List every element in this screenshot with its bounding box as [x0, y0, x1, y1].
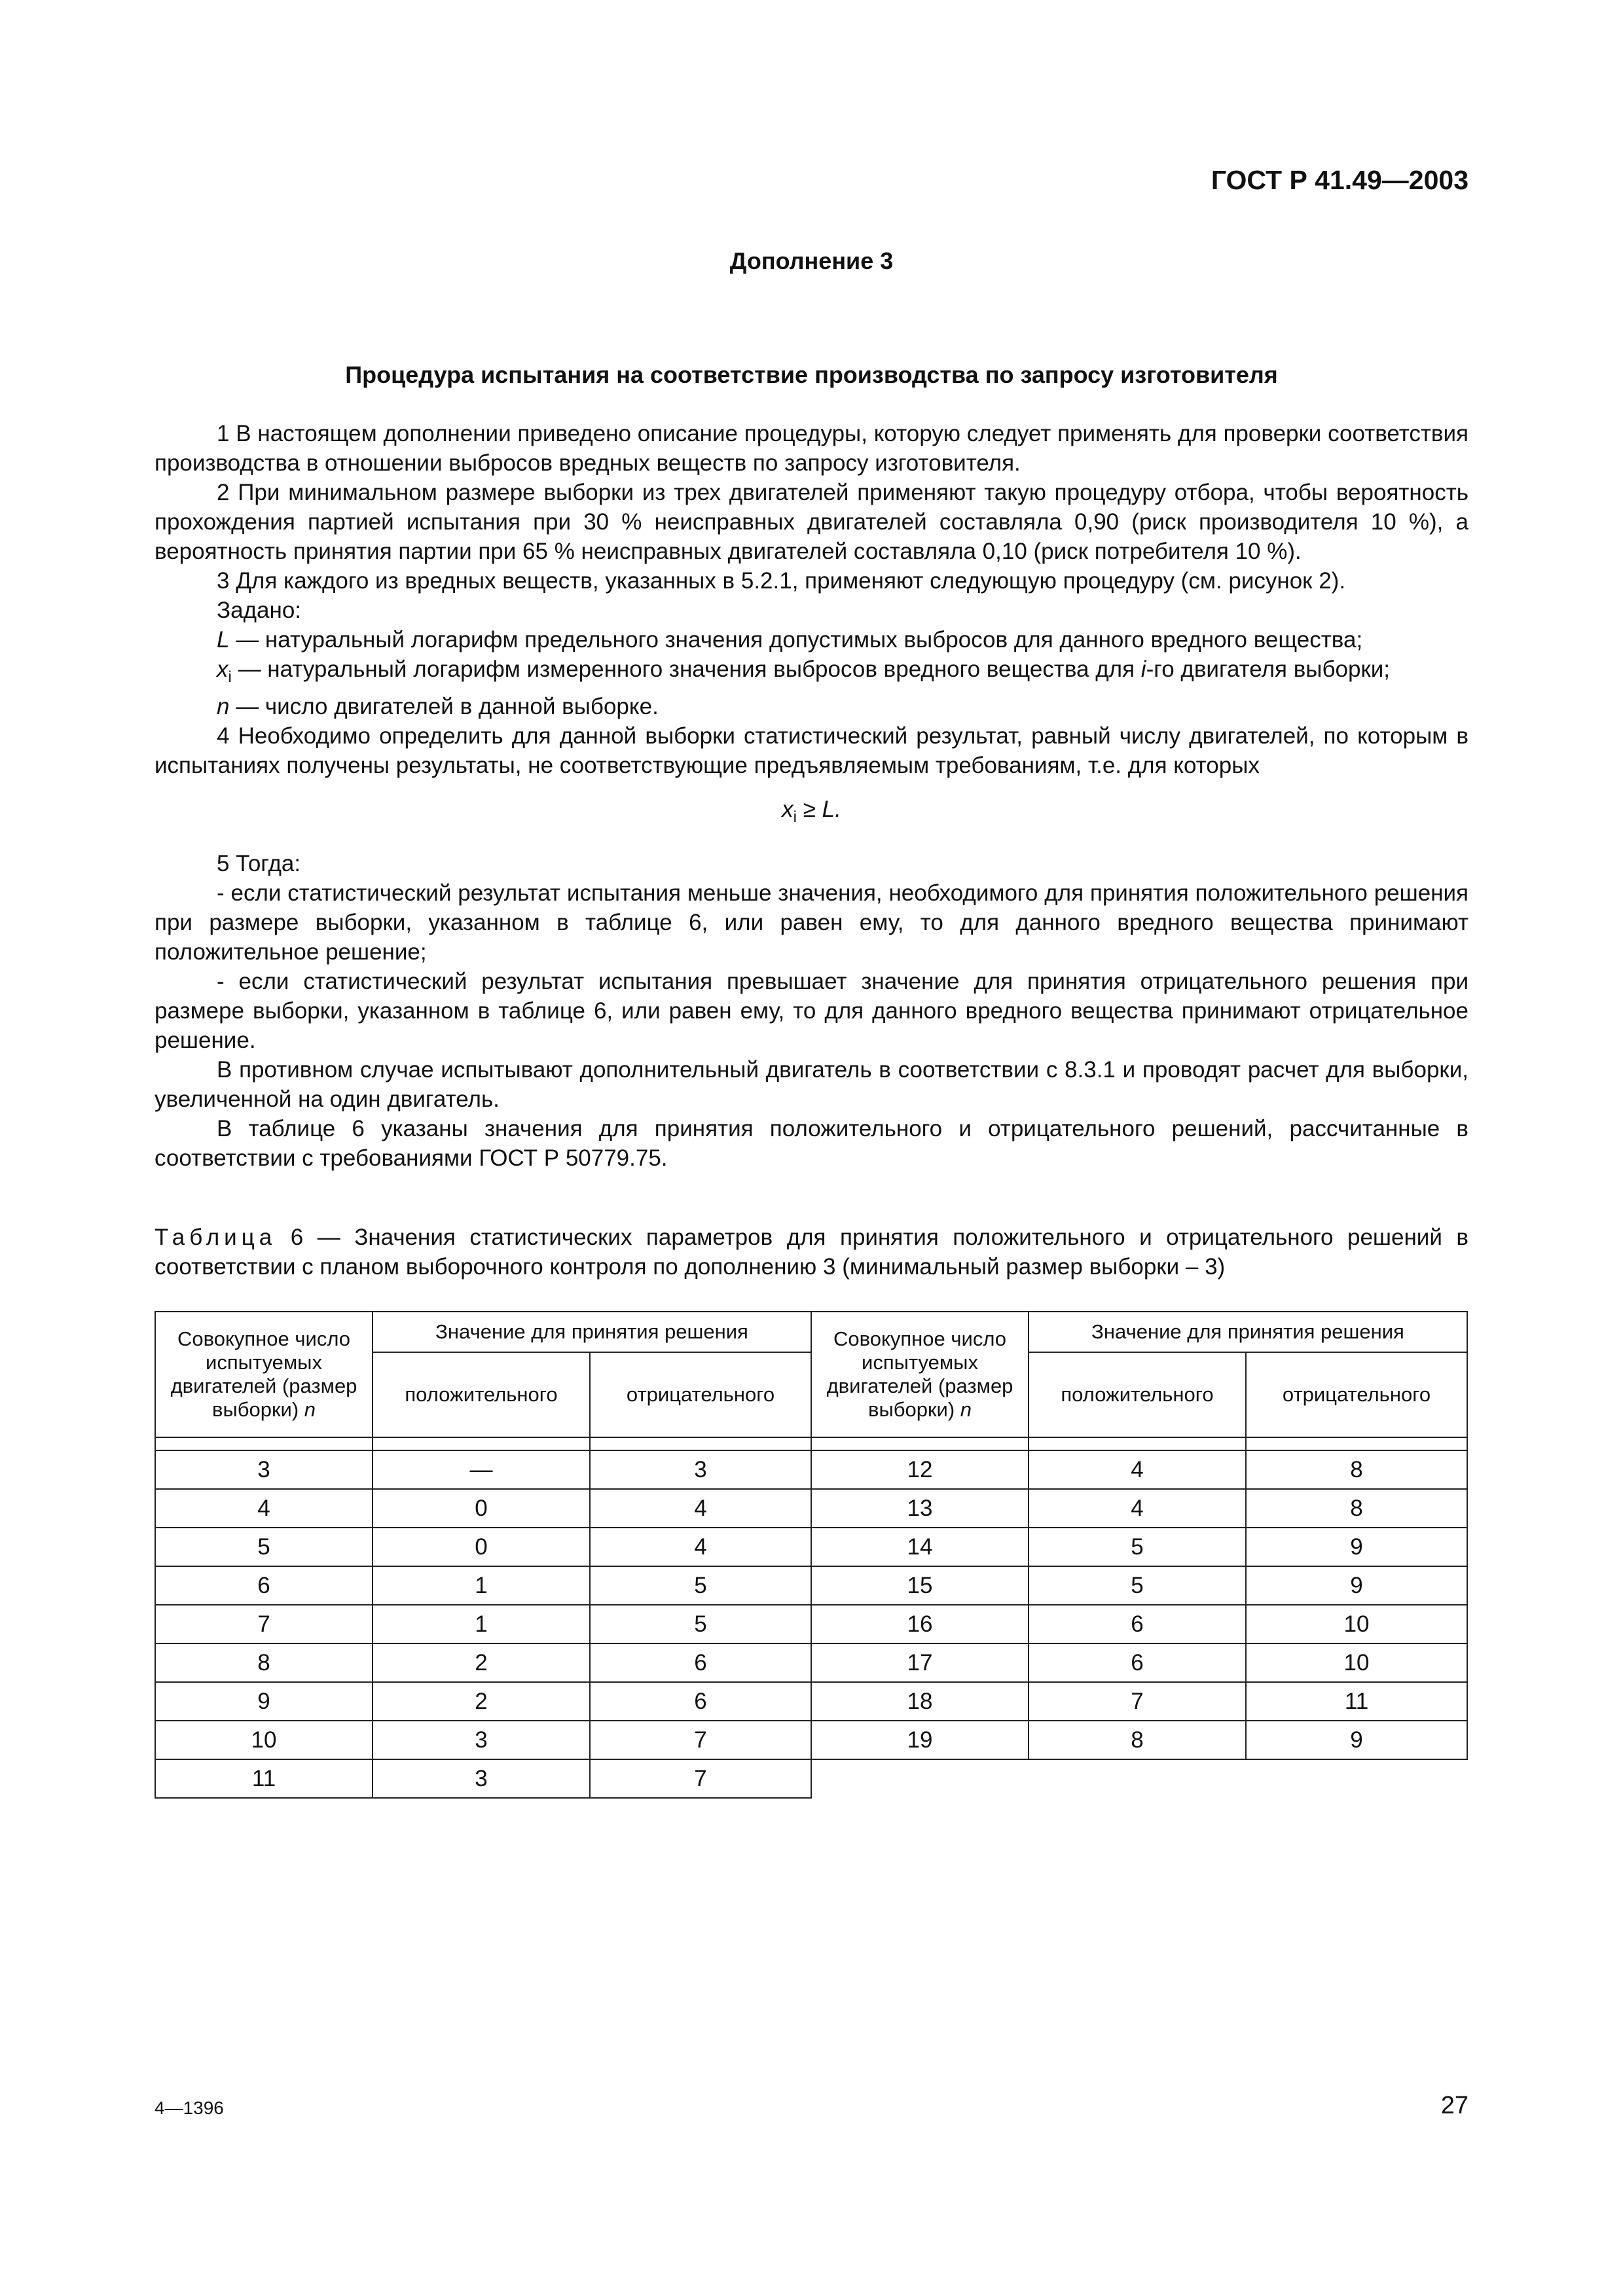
table-cell: 13 [811, 1489, 1029, 1528]
table-cell: 4 [155, 1489, 373, 1528]
symbol-x-subscript: i [228, 668, 232, 686]
table-cell: 1 [373, 1605, 590, 1643]
table-cell: 5 [590, 1605, 811, 1643]
table-cell: 5 [590, 1566, 811, 1605]
table-body [155, 1437, 1467, 1798]
formula-x: x [782, 797, 793, 822]
header-decision-left: Значение для принятия решения [373, 1312, 811, 1352]
table-cell: 8 [1029, 1721, 1246, 1759]
paragraph-1: 1 В настоящем дополнении приведено описание процедуры, которую следует применять для проверки соответствия производства в отношении выбросов вредных веществ по запросу изготовителя. [155, 421, 1468, 476]
table-cell: 6 [590, 1643, 811, 1682]
definition-x-text-a: — натуральный логарифм измеренного значения выбросов вредного вещества для [231, 656, 1141, 682]
table-cell: 0 [373, 1528, 590, 1566]
table-cell: 3 [155, 1450, 373, 1489]
symbol-x: x [217, 656, 228, 682]
table-row [155, 1682, 1467, 1721]
table-caption-number: 6 — [276, 1225, 355, 1250]
table-cell: 8 [1246, 1450, 1467, 1489]
table-cell: 16 [811, 1605, 1029, 1643]
header-positive-left: положительного [373, 1352, 590, 1437]
bullet-negative: - если статистический результат испытания превышает значение для принятия отрицательного решения при размере выборки, указанном в таблице 6, или равен ему, то для данного вредного вещества принимают отрицательное решение. [155, 969, 1468, 1053]
table-cell: 7 [590, 1721, 811, 1759]
table-gap-row [155, 1437, 1467, 1450]
formula-subscript: i [793, 808, 797, 826]
table-cell: 19 [811, 1721, 1029, 1759]
table-caption-text: Значения статистических параметров для принятия положительного и отрицательного решений в соответствии с планом выборочного контроля по дополнению 3 (минимальный размер выборки – 3) [155, 1225, 1468, 1280]
table-cell: — [373, 1450, 590, 1489]
table-cell: 4 [590, 1528, 811, 1566]
bullet-positive: - если статистический результат испытания меньше значения, необходимого для принятия положительного решения при размере выборки, указанном в таблице 6, или равен ему, то для данного вредного вещества принимают положительное решение; [155, 880, 1468, 965]
table-cell: 0 [373, 1489, 590, 1528]
page-number: 27 [1440, 2092, 1468, 2119]
table-row [155, 1721, 1467, 1759]
paragraph-4: 4 Необходимо определить для данной выборки статистический результат, равный числу двигателей, по которым в испытаниях получены результаты, не соответствующие предъявляемым требованиям, т.е. для которых [155, 723, 1468, 778]
supplement-heading: Дополнение 3 [729, 247, 894, 274]
table-cell: 17 [811, 1643, 1029, 1682]
table-cell: 7 [1029, 1682, 1246, 1721]
table-cell: 6 [590, 1682, 811, 1721]
table-cell: 5 [1029, 1528, 1246, 1566]
table-cell: 4 [590, 1489, 811, 1528]
table-cell: 10 [1246, 1605, 1467, 1643]
table-6 [155, 1311, 1468, 1799]
header-positive-right: положительного [1029, 1352, 1246, 1437]
table-cell: 4 [1029, 1489, 1246, 1528]
table-empty-area [811, 1759, 1467, 1798]
table-cell: 8 [1246, 1489, 1467, 1528]
table-cell: 2 [373, 1682, 590, 1721]
table-row [155, 1450, 1467, 1489]
definition-L [155, 625, 1468, 655]
table-cell: 3 [373, 1721, 590, 1759]
table-cell: 10 [1246, 1643, 1467, 1682]
definition-n-text: — число двигателей в данной выборке. [229, 694, 659, 719]
header-sample-size-right: Совокупное число испытуемых двигателей (размер выборки) n [811, 1312, 1029, 1437]
table-cell: 3 [590, 1450, 811, 1489]
symbol-i: i [1140, 656, 1146, 682]
table-cell: 1 [373, 1566, 590, 1605]
table-cell: 9 [1246, 1528, 1467, 1566]
header-negative-left: отрицательного [590, 1352, 811, 1437]
table-cell: 7 [590, 1759, 811, 1798]
table-row [155, 1528, 1467, 1566]
table-cell: 4 [1029, 1450, 1246, 1489]
footer-code: 4—1396 [155, 2098, 224, 2118]
table-cell: 11 [1246, 1682, 1467, 1721]
paragraph-2: 2 При минимальном размере выборки из трех двигателей применяют такую процедуру отбора, чтобы вероятность прохождения партией испытания при 30 % неисправных двигателей составляла 0,90 (риск производителя 10 %), а вероятность принятия партии при 65 % неисправных двигателей составляла 0,10 (риск потребителя 10 %). [155, 480, 1468, 564]
formula-rest: ≥ L. [796, 797, 841, 822]
symbol-L: L [217, 627, 230, 653]
table-cell: 8 [155, 1643, 373, 1682]
paragraph-table-ref: В таблице 6 указаны значения для принятия положительного и отрицательного решений, рассчитанные в соответствии с требованиями ГОСТ Р 50779.75. [155, 1116, 1468, 1171]
table-cell: 9 [155, 1682, 373, 1721]
procedure-title: Процедура испытания на соответствие производства по запросу изготовителя [345, 361, 1278, 388]
table-cell: 18 [811, 1682, 1029, 1721]
table-caption [155, 1223, 1468, 1282]
table-cell: 9 [1246, 1566, 1467, 1605]
paragraph-3: 3 Для каждого из вредных веществ, указанных в 5.2.1, применяют следующую процедуру (см. рисунок 2). [217, 568, 1346, 594]
table-row [155, 1643, 1467, 1682]
table-cell: 5 [155, 1528, 373, 1566]
table-cell: 6 [1029, 1605, 1246, 1643]
table-cell: 7 [155, 1605, 373, 1643]
definition-x [155, 655, 1468, 692]
given-label: Задано: [217, 598, 302, 623]
table-row [155, 1566, 1467, 1605]
table-cell: 11 [155, 1759, 373, 1798]
paragraph-5: 5 Тогда: [217, 851, 301, 876]
definition-n [155, 692, 1468, 721]
paragraph-otherwise: В противном случае испытывают дополнительный двигатель в соответствии с 8.3.1 и проводят расчет для выборки, увеличенной на один двигатель. [155, 1057, 1468, 1112]
table-cell: 6 [155, 1566, 373, 1605]
formula [155, 795, 1468, 832]
table-cell: 9 [1246, 1721, 1467, 1759]
definition-x-text-b: -го двигателя выборки; [1146, 656, 1391, 682]
table-cell: 5 [1029, 1566, 1246, 1605]
table-cell: 12 [811, 1450, 1029, 1489]
table-cell: 15 [811, 1566, 1029, 1605]
table-row [155, 1489, 1467, 1528]
header-decision-right: Значение для принятия решения [1029, 1312, 1467, 1352]
table-cell: 6 [1029, 1643, 1246, 1682]
table-caption-label: Таблица [155, 1225, 277, 1250]
body-text [155, 419, 1468, 1173]
table-cell: 3 [373, 1759, 590, 1798]
table-row [155, 1605, 1467, 1643]
definition-L-text: — натуральный логарифм предельного значения допустимых выбросов для данного вредного вещества; [229, 627, 1363, 653]
header-sample-size-left: Совокупное число испытуемых двигателей (размер выборки) n [155, 1312, 373, 1437]
table-cell: 14 [811, 1528, 1029, 1566]
header-negative-right: отрицательного [1246, 1352, 1467, 1437]
table-cell: 10 [155, 1721, 373, 1759]
table-cell: 2 [373, 1643, 590, 1682]
document-code: ГОСТ Р 41.49—2003 [1211, 165, 1468, 195]
symbol-n: n [217, 694, 230, 719]
table-row [155, 1759, 1467, 1798]
